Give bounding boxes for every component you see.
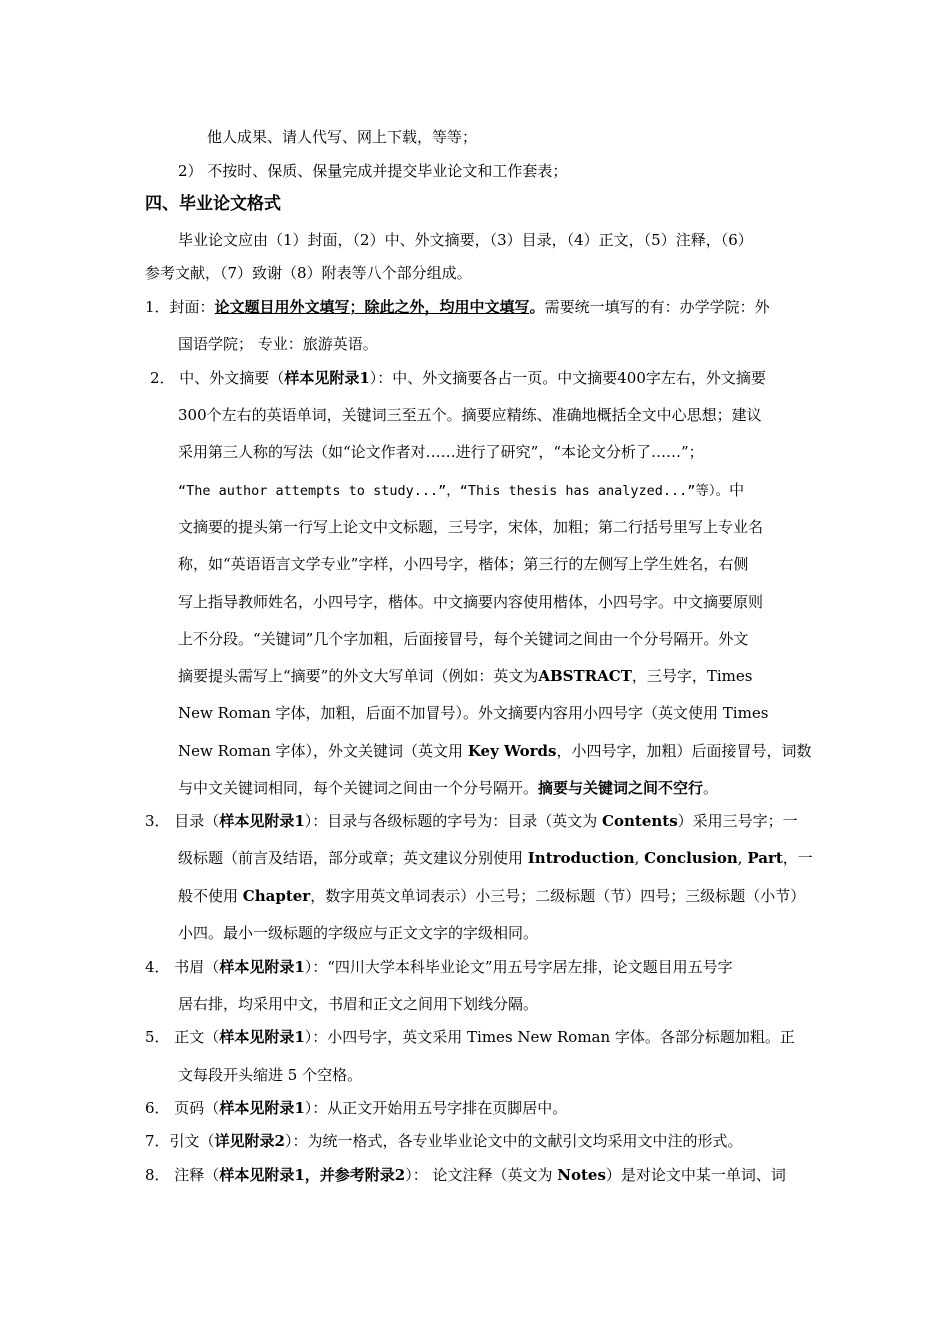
list-item-line	[145, 1165, 786, 1185]
section-heading	[145, 194, 281, 214]
text-run: 。	[703, 779, 719, 797]
text-run: ）：“四川大学本科毕业论文”用五号字居左排，论文题目用五号字	[304, 958, 733, 976]
text-run: ）：小四号字，英文采用 Times New Roman 字体。各部分标题加粗。正	[304, 1028, 795, 1046]
text-run: ）：为统一格式，各专业毕业论文中的文献引文均采用文中注的形式。	[284, 1132, 743, 1150]
list-item-line	[178, 554, 748, 574]
list-item-line	[178, 741, 811, 761]
list-item-line	[178, 629, 748, 649]
bold-text: 样本见附录1	[284, 369, 370, 387]
text-run: 称，如“英语语言文学专业”字样，小四号字，楷体；第三行的左侧写上学生姓名，右侧	[178, 555, 749, 573]
list-item-line	[145, 1098, 567, 1118]
list-item-line	[178, 886, 805, 906]
text-run: 毕业论文应由（1）封面，（2）中、外文摘要，（3）目录，（4）正文，（5）注释，（6）	[178, 231, 753, 249]
text-run: ，小四号字，加粗）后面接冒号，词数	[556, 742, 812, 760]
bold-text: Notes	[557, 1166, 606, 1184]
text-run: 上不分段。“关键词”几个字加粗，后面接冒号，每个关键词之间由一个分号隔开。外文	[178, 630, 749, 648]
bold-text: 样本见附录1	[219, 1099, 305, 1117]
list-item-line	[178, 1065, 362, 1085]
list-item-line	[178, 161, 567, 181]
paragraph-line	[145, 263, 472, 283]
list-item-line	[178, 405, 762, 425]
text-run: ）：目录与各级标题的字号为：目录（英文为	[304, 812, 603, 830]
text-run: New Roman 字体，加粗，后面不加冒号）。外文摘要内容用小四号字（英文使用 Times	[178, 704, 769, 722]
list-item-line	[145, 1027, 795, 1047]
text-run: 4． 书眉（	[145, 958, 220, 976]
text-run: 300个左右的英语单词，关键词三至五个。摘要应精练、准确地概括全文中心思想；建议	[178, 406, 762, 424]
text-run: 2． 中、外文摘要（	[150, 369, 285, 387]
text-run: 小四。最小一级标题的字级应与正文文字的字级相同。	[178, 924, 539, 942]
list-item-line	[178, 923, 538, 943]
text-run: 文摘要的提头第一行写上论文中文标题，三号字，宋体，加粗；第二行括号里写上专业名	[178, 518, 764, 536]
text-run: 写上指导教师姓名，小四号字，楷体。中文摘要内容使用楷体，小四号字。中文摘要原则	[178, 593, 764, 611]
bold-text: 样本见附录1	[219, 812, 305, 830]
text-run: 般不使用	[178, 887, 243, 905]
text-run: ）：中、外文摘要各占一页。中文摘要400字左右，外文摘要	[369, 369, 766, 387]
text-run: ，数字用英文单词表示）小三号；二级标题（节）四号；三级标题（小节）	[310, 887, 806, 905]
list-item-line	[178, 994, 538, 1014]
text-run: 2） 不按时、保质、保量完成并提交毕业论文和工作套表；	[178, 162, 568, 180]
text-run: ）采用三号字；一	[677, 812, 798, 830]
text-run: 他人成果、请人代写、网上下载，等等；	[207, 128, 478, 146]
text-run: ）是对论文中某一单词、词	[605, 1166, 786, 1184]
bold-text: Chapter	[242, 887, 311, 905]
paragraph-line	[207, 127, 477, 147]
bold-text: 样本见附录1	[219, 1028, 305, 1046]
text-run: 中	[729, 481, 745, 499]
text-run: 摘要提头需写上“摘要”的外文大写单词（例如：英文为	[178, 667, 539, 685]
text-run: ,	[634, 849, 645, 867]
bold-text: 摘要与关键词之间不空行	[538, 779, 704, 797]
bold-text: 详见附录2	[214, 1132, 285, 1150]
text-run: 1．封面：	[145, 298, 215, 316]
text-run: ，三号字，Times	[631, 667, 753, 685]
text-run: ）：从正文开始用五号字排在页脚居中。	[304, 1099, 568, 1117]
text-run: 需要统一填写的有：办学学院：外	[544, 298, 770, 316]
text-run: 文每段开头缩进 5 个空格。	[178, 1066, 363, 1084]
text-run: 居右排，均采用中文，书眉和正文之间用下划线分隔。	[178, 995, 539, 1013]
text-run: 与中文关键词相同，每个关键词之间由一个分号隔开。	[178, 779, 539, 797]
text-run: 参考文献，（7）致谢（8）附表等八个部分组成。	[145, 264, 472, 282]
paragraph-line	[178, 230, 753, 250]
text-run: ）： 论文注释（英文为	[405, 1166, 558, 1184]
list-item-line	[178, 703, 768, 723]
bold-text: 。	[529, 298, 545, 316]
text-run: 8． 注释（	[145, 1166, 220, 1184]
list-item-line	[178, 334, 378, 354]
text-run: 采用第三人称的写法（如“论文作者对……进行了研究”，“本论文分析了……”；	[178, 443, 704, 461]
bold-text: 样本见附录1，并参考附录2	[219, 1166, 406, 1184]
bold-text: Conclusion	[644, 849, 738, 867]
bold-text: Contents	[602, 812, 678, 830]
list-item-line	[178, 480, 744, 501]
bold-text: Part	[747, 849, 783, 867]
bold-text: 样本见附录1	[219, 958, 305, 976]
text-run: 7．引文（	[145, 1132, 215, 1150]
list-item-line	[150, 368, 766, 388]
text-run: 5． 正文（	[145, 1028, 220, 1046]
bold-text: Introduction	[527, 849, 635, 867]
list-item-line	[178, 517, 763, 537]
bold-text: Key Words	[467, 742, 557, 760]
text-run: New Roman 字体），外文关键词（英文用	[178, 742, 468, 760]
list-item-line	[178, 592, 763, 612]
list-item-line	[178, 442, 704, 462]
bold-text: 论文题目用外文填写；除此之外，均用中文填写	[214, 298, 530, 316]
text-run: ,	[737, 849, 748, 867]
list-item-line	[178, 666, 752, 686]
list-item-line	[145, 811, 798, 831]
text-run: 6． 页码（	[145, 1099, 220, 1117]
text-run: ，一	[782, 849, 813, 867]
list-item-line	[145, 297, 770, 317]
list-item-line	[145, 1131, 743, 1151]
text-run: 国语学院； 专业：旅游英语。	[178, 335, 378, 353]
list-item-line	[178, 848, 813, 868]
list-item-line	[178, 778, 718, 798]
text-run: 3． 目录（	[145, 812, 220, 830]
list-item-line	[145, 957, 733, 977]
text-run: 四、毕业论文格式	[145, 194, 281, 214]
text-run: 级标题（前言及结语，部分或章；英文建议分别使用	[178, 849, 528, 867]
mono-text: “The author attempts to study...”，“This thesis has analyzed...”等）。	[178, 483, 730, 499]
bold-text: ABSTRACT	[538, 667, 632, 685]
